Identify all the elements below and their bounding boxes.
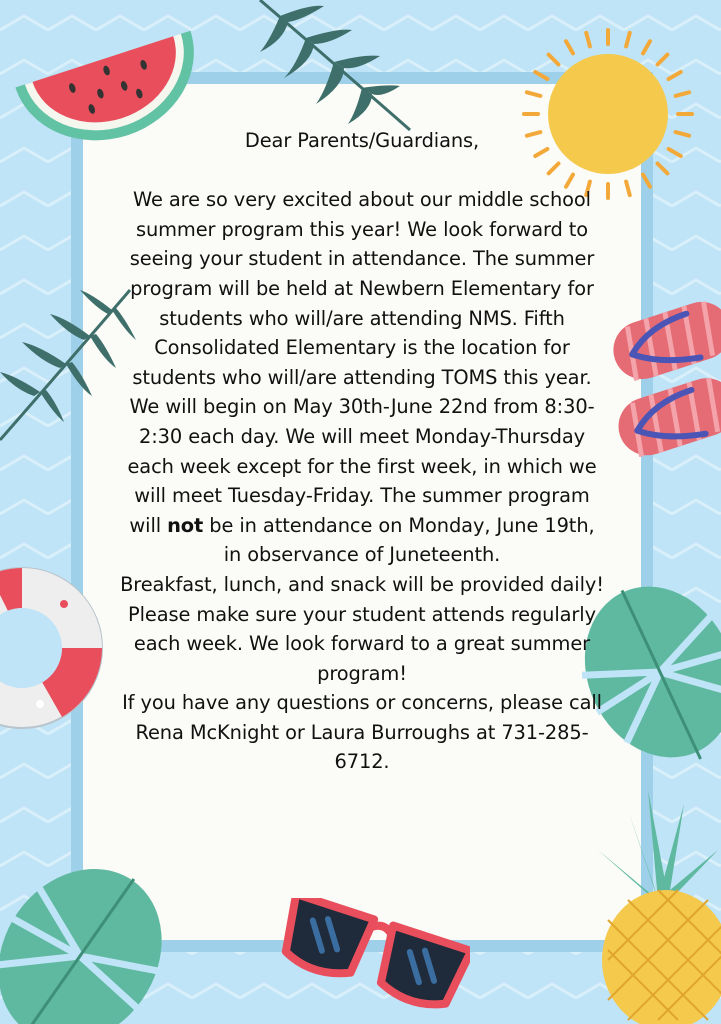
sun-ray [669, 72, 681, 79]
sun-ray [527, 92, 541, 96]
sun-ray [566, 41, 573, 53]
sun-ray [626, 182, 630, 196]
sun-ray [676, 92, 690, 96]
letter-paragraph-contact: If you have any questions or concerns, please call Rena McKnight or Laura Burroughs at 731-285-6712. [122, 691, 602, 774]
sun-ray [643, 41, 650, 53]
sun-ray [586, 33, 590, 47]
sun-ray [676, 132, 690, 136]
schedule-text-end: be in attendance on Monday, June 19th, in observance of Juneteenth. [203, 513, 595, 567]
flip-flops-icon [604, 292, 721, 472]
sun-ray [657, 163, 667, 173]
sun-ray [669, 149, 681, 156]
life-ring-icon [0, 548, 120, 750]
letter-paragraph-schedule [120, 392, 604, 570]
sun-ray [657, 55, 667, 65]
sunglasses-icon [270, 898, 470, 1024]
letter-greeting: Dear Parents/Guardians, [244, 129, 480, 152]
sun-ray [643, 175, 650, 187]
palm-leaf-icon [240, 0, 420, 140]
sun-ray [535, 72, 547, 79]
sun-ray [626, 33, 630, 47]
pineapple-icon [588, 790, 721, 1024]
monstera-leaf-icon [0, 856, 170, 1024]
letter-body [120, 126, 604, 777]
palm-leaf-icon [0, 280, 140, 450]
sun-ray [549, 55, 559, 65]
letter-paragraph-intro: We are so very excited about our middle school summer program this year! We look forward to seeing your student in attendance. The summer program will be held at Newbern Elementary for students who will/are attending NMS. Fifth Consolidated Elementary is the location for students who will/are attending TOMS this year. [129, 188, 595, 389]
schedule-text-start: We will begin on May 30th-June 22nd from 8:30-2:30 each day. We will meet Monday-Thursday each week except for the first week, in which we will meet Tuesday-Friday. The summer program will [127, 395, 597, 537]
letter-paragraph-meals: Breakfast, lunch, and snack will be provided daily! Please make sure your student attends regularly each week. We look forward to a great summer program! [120, 572, 604, 685]
paragraph-gap [120, 156, 604, 186]
schedule-text-emphasis: not [167, 513, 204, 537]
